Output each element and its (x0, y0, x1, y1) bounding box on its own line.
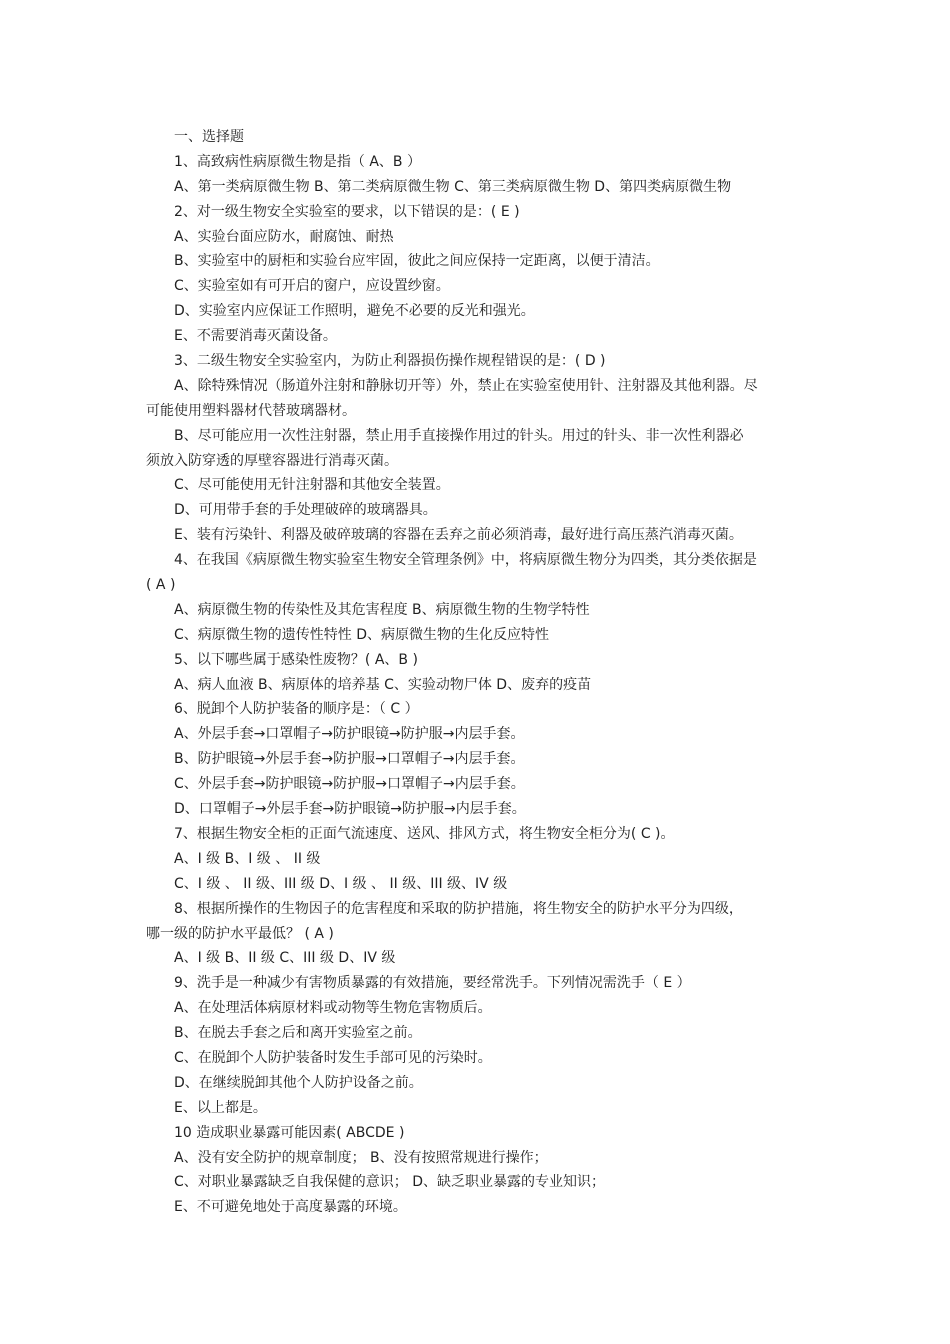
text-line: E、以上都是。 (174, 1099, 267, 1116)
text-line: ( A ) (146, 577, 176, 594)
text-line: A、没有安全防护的规章制度； B、没有按照常规进行操作； (174, 1149, 548, 1166)
text-line: 5、以下哪些属于感染性废物？( A、B ) (174, 651, 418, 668)
text-line: 6、脱卸个人防护装备的顺序是：（ C ） (174, 701, 419, 718)
text-line: C、尽可能使用无针注射器和其他安全装置。 (174, 477, 450, 494)
document-body (146, 125, 812, 1220)
text-line: 哪一级的防护水平最低？ ( A ) (146, 925, 334, 942)
text-line: A、实验台面应防水，耐腐蚀、耐热 (174, 228, 394, 245)
text-line: 1、高致病性病原微生物是指（ A、B ） (174, 153, 421, 170)
text-line: 可能使用塑料器材代替玻璃器材。 (146, 402, 356, 419)
text-line: E、不需要消毒灭菌设备。 (174, 328, 337, 345)
text-line: A、病原微生物的传染性及其危害程度 B、病原微生物的生物学特性 (174, 601, 590, 618)
text-line: E、不可避免地处于高度暴露的环境。 (174, 1199, 407, 1216)
text-line: A、病人血液 B、病原体的培养基 C、实验动物尸体 D、废弃的疫苗 (174, 676, 592, 693)
text-line: 8、根据所操作的生物因子的危害程度和采取的防护措施，将生物安全的防护水平分为四级， (174, 900, 743, 917)
text-line: D、在继续脱卸其他个人防护设备之前。 (174, 1074, 423, 1091)
text-line: 10 造成职业暴露可能因素( ABCDE ) (174, 1124, 405, 1141)
text-line: D、实验室内应保证工作照明，避免不必要的反光和强光。 (174, 303, 535, 320)
text-line: B、防护眼镜→外层手套→防护服→口罩帽子→内层手套。 (174, 751, 525, 768)
text-line: 一、选择题 (174, 129, 244, 145)
text-line: 2、对一级生物安全实验室的要求，以下错误的是：( E ) (174, 203, 520, 220)
text-line: 须放入防穿透的厚壁容器进行消毒灭菌。 (146, 452, 398, 469)
text-line: C、I 级 、 II 级、III 级 D、I 级 、 II 级、III 级、IV 级 (174, 875, 508, 892)
text-line: 7、根据生物安全柜的正面气流速度、送风、排风方式，将生物安全柜分为( C )。 (174, 825, 675, 842)
text-line: C、对职业暴露缺乏自我保健的意识； D、缺乏职业暴露的专业知识； (174, 1174, 606, 1191)
text-line: B、在脱去手套之后和离开实验室之前。 (174, 1025, 422, 1042)
text-line: A、I 级 B、I 级 、 II 级 (174, 850, 321, 867)
text-line: E、装有污染针、利器及破碎玻璃的容器在丢弃之前必须消毒，最好进行高压蒸汽消毒灭菌。 (174, 527, 743, 544)
text-line: 3、二级生物安全实验室内，为防止利器损伤操作规程错误的是：( D ) (174, 353, 606, 370)
text-line: C、实验室如有可开启的窗户，应设置纱窗。 (174, 278, 450, 295)
text-line: 4、在我国《病原微生物实验室生物安全管理条例》中，将病原微生物分为四类，其分类依据是 (174, 552, 757, 569)
text-line: D、口罩帽子→外层手套→防护眼镜→防护服→内层手套。 (174, 801, 526, 818)
text-line: D、可用带手套的手处理破碎的玻璃器具。 (174, 502, 437, 519)
text-line: A、外层手套→口罩帽子→防护眼镜→防护服→内层手套。 (174, 726, 525, 743)
text-line: A、除特殊情况（肠道外注射和静脉切开等）外，禁止在实验室使用针、注射器及其他利器。尽 (174, 377, 758, 394)
text-line: B、实验室中的厨柜和实验台应牢固，彼此之间应保持一定距离，以便于清洁。 (174, 253, 660, 270)
text-line: A、I 级 B、II 级 C、III 级 D、IV 级 (174, 950, 396, 967)
text-line: B、尽可能应用一次性注射器，禁止用手直接操作用过的针头。用过的针头、非一次性利器必 (174, 427, 744, 444)
text-line: C、外层手套→防护眼镜→防护服→口罩帽子→内层手套。 (174, 776, 525, 793)
text-line: C、病原微生物的遗传性特性 D、病原微生物的生化反应特性 (174, 626, 550, 643)
text-line: 9、洗手是一种减少有害物质暴露的有效措施，要经常洗手。下列情况需洗手（ E ） (174, 975, 691, 992)
text-line: A、第一类病原微生物 B、第二类病原微生物 C、第三类病原微生物 D、第四类病原微生物 (174, 178, 732, 195)
text-line: C、在脱卸个人防护装备时发生手部可见的污染时。 (174, 1049, 492, 1066)
text-line: A、在处理活体病原材料或动物等生物危害物质后。 (174, 1000, 492, 1017)
